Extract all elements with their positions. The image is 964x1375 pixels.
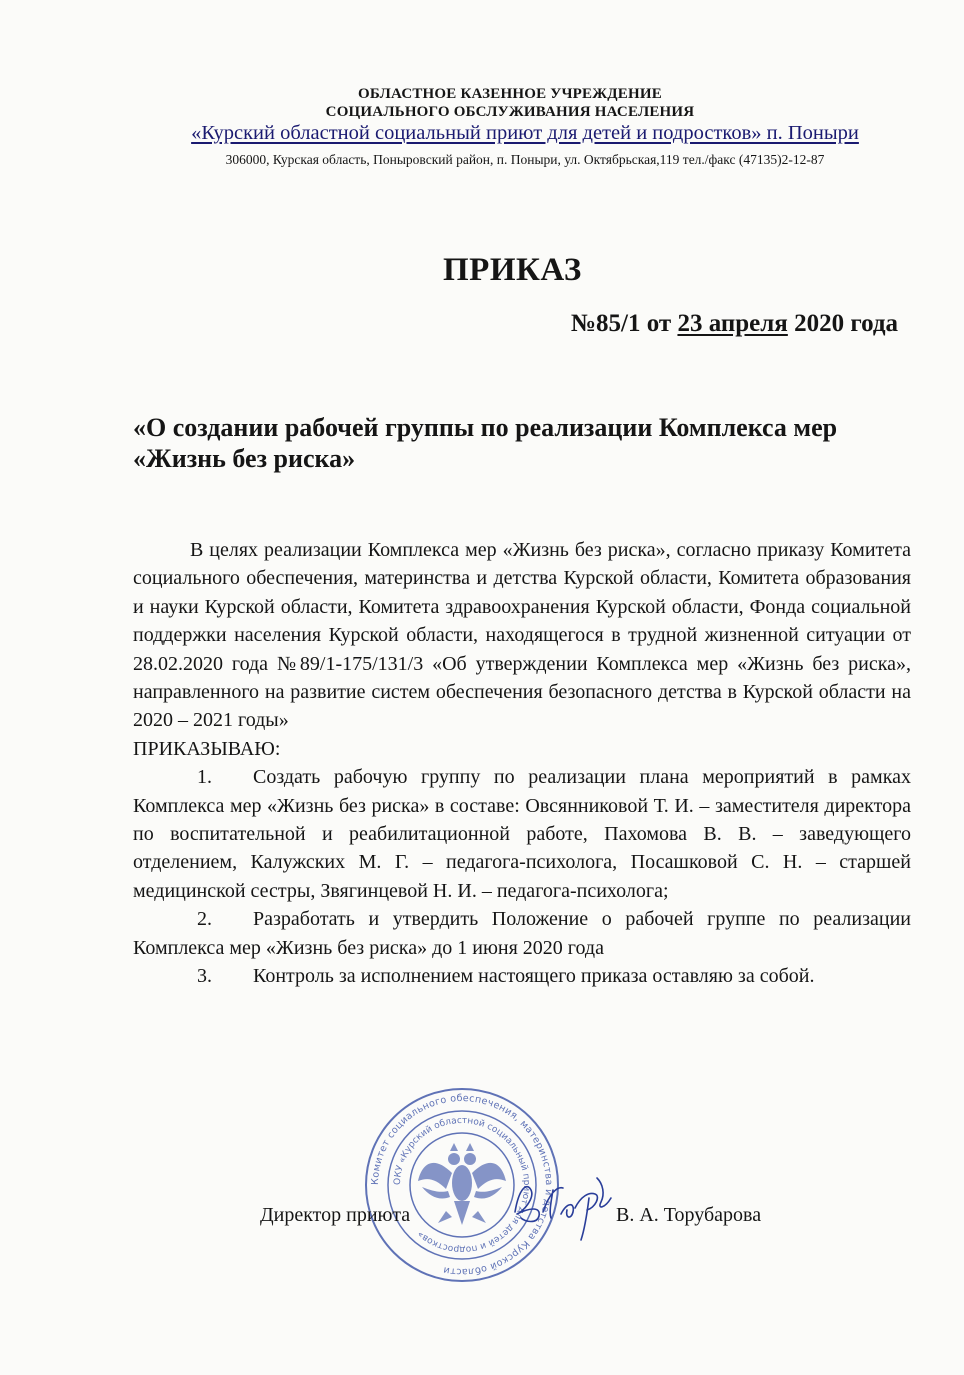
- list-item-number: 1.: [197, 766, 212, 789]
- signature-handwritten: [505, 1168, 620, 1248]
- document-year: 2020 года: [787, 310, 898, 337]
- list-item: [133, 905, 911, 962]
- stamp-outer-text: Комитет социального обеспечения, материнства и детства Курской области: [369, 1092, 555, 1278]
- document-number-prefix: №85/1 от: [570, 310, 678, 337]
- list-item: [133, 763, 911, 905]
- header-org-line2: СОЦИАЛЬНОГО ОБСЛУЖИВАНИЯ НАСЕЛЕНИЯ: [325, 104, 695, 120]
- document-date-underlined: 23 апреля: [677, 310, 788, 337]
- list-item: [133, 962, 911, 990]
- list-item-text: Контроль за исполнением настоящего приказа оставляю за собой.: [253, 965, 815, 988]
- document-body: [133, 536, 911, 991]
- signature-position: Директор приюта: [260, 1204, 411, 1226]
- list-item-number: 2.: [197, 908, 212, 931]
- stamp-inner-text: ОКУ «Курский областной социальный приют для детей и подростков»: [392, 1115, 532, 1255]
- list-item-text: Разработать и утвердить Положение о рабочей группе по реализации Комплекса мер «Жизнь без риска» до 1 июня 2020 года: [133, 908, 911, 959]
- document-title: ПРИКАЗ: [443, 252, 582, 288]
- header-org-line1: ОБЛАСТНОЕ КАЗЕННОЕ УЧРЕЖДЕНИЕ: [358, 86, 662, 102]
- signature-name: В. А. Торубарова: [616, 1204, 762, 1226]
- header-address: 306000, Курская область, Поныровский район, п. Поныри, ул. Октябрьская,119 тел./факс (47135)2-12-87: [225, 152, 825, 167]
- preamble-paragraph: В целях реализации Комплекса мер «Жизнь без риска», согласно приказу Комитета социального обеспечения, материнства и детства Курской области, Комитета образования и науки Курской области, Комитета здравоохранения Курской области, Фонда социальной поддержки населения Курской области, находящегося в трудной жизненной ситуации от 28.02.2020 года №89/1-175/131/3 «Об утверждении Комплекса мер «Жизнь без риска», направленного на развитие систем обеспечения безопасного детства в Курской области на 2020 – 2021 годы»: [133, 539, 911, 732]
- header-institution-name: «Курский областной социальный приют для детей и подростков» п. Поныри: [191, 122, 859, 144]
- document-subject: «О создании рабочей группы по реализации Комплекса мер «Жизнь без риска»: [133, 413, 838, 473]
- document-number: [571, 310, 898, 338]
- list-item-number: 3.: [197, 965, 212, 988]
- eagle-emblem-icon: [418, 1143, 506, 1225]
- list-item-text: Создать рабочую группу по реализации плана мероприятий в рамках Комплекса мер «Жизнь без риска» в составе: Овсянниковой Т. И. – заместителя директора по воспитательной и реабилитационной работе, Пахомова В. В. – заведующего отделением, Калужских М. Г. – педагога-психолога, Посашковой С. Н. – старшей медицинской сестры, Звягинцевой Н. И. – педагога-психолога;: [133, 766, 911, 902]
- order-word: ПРИКАЗЫВАЮ:: [133, 737, 281, 760]
